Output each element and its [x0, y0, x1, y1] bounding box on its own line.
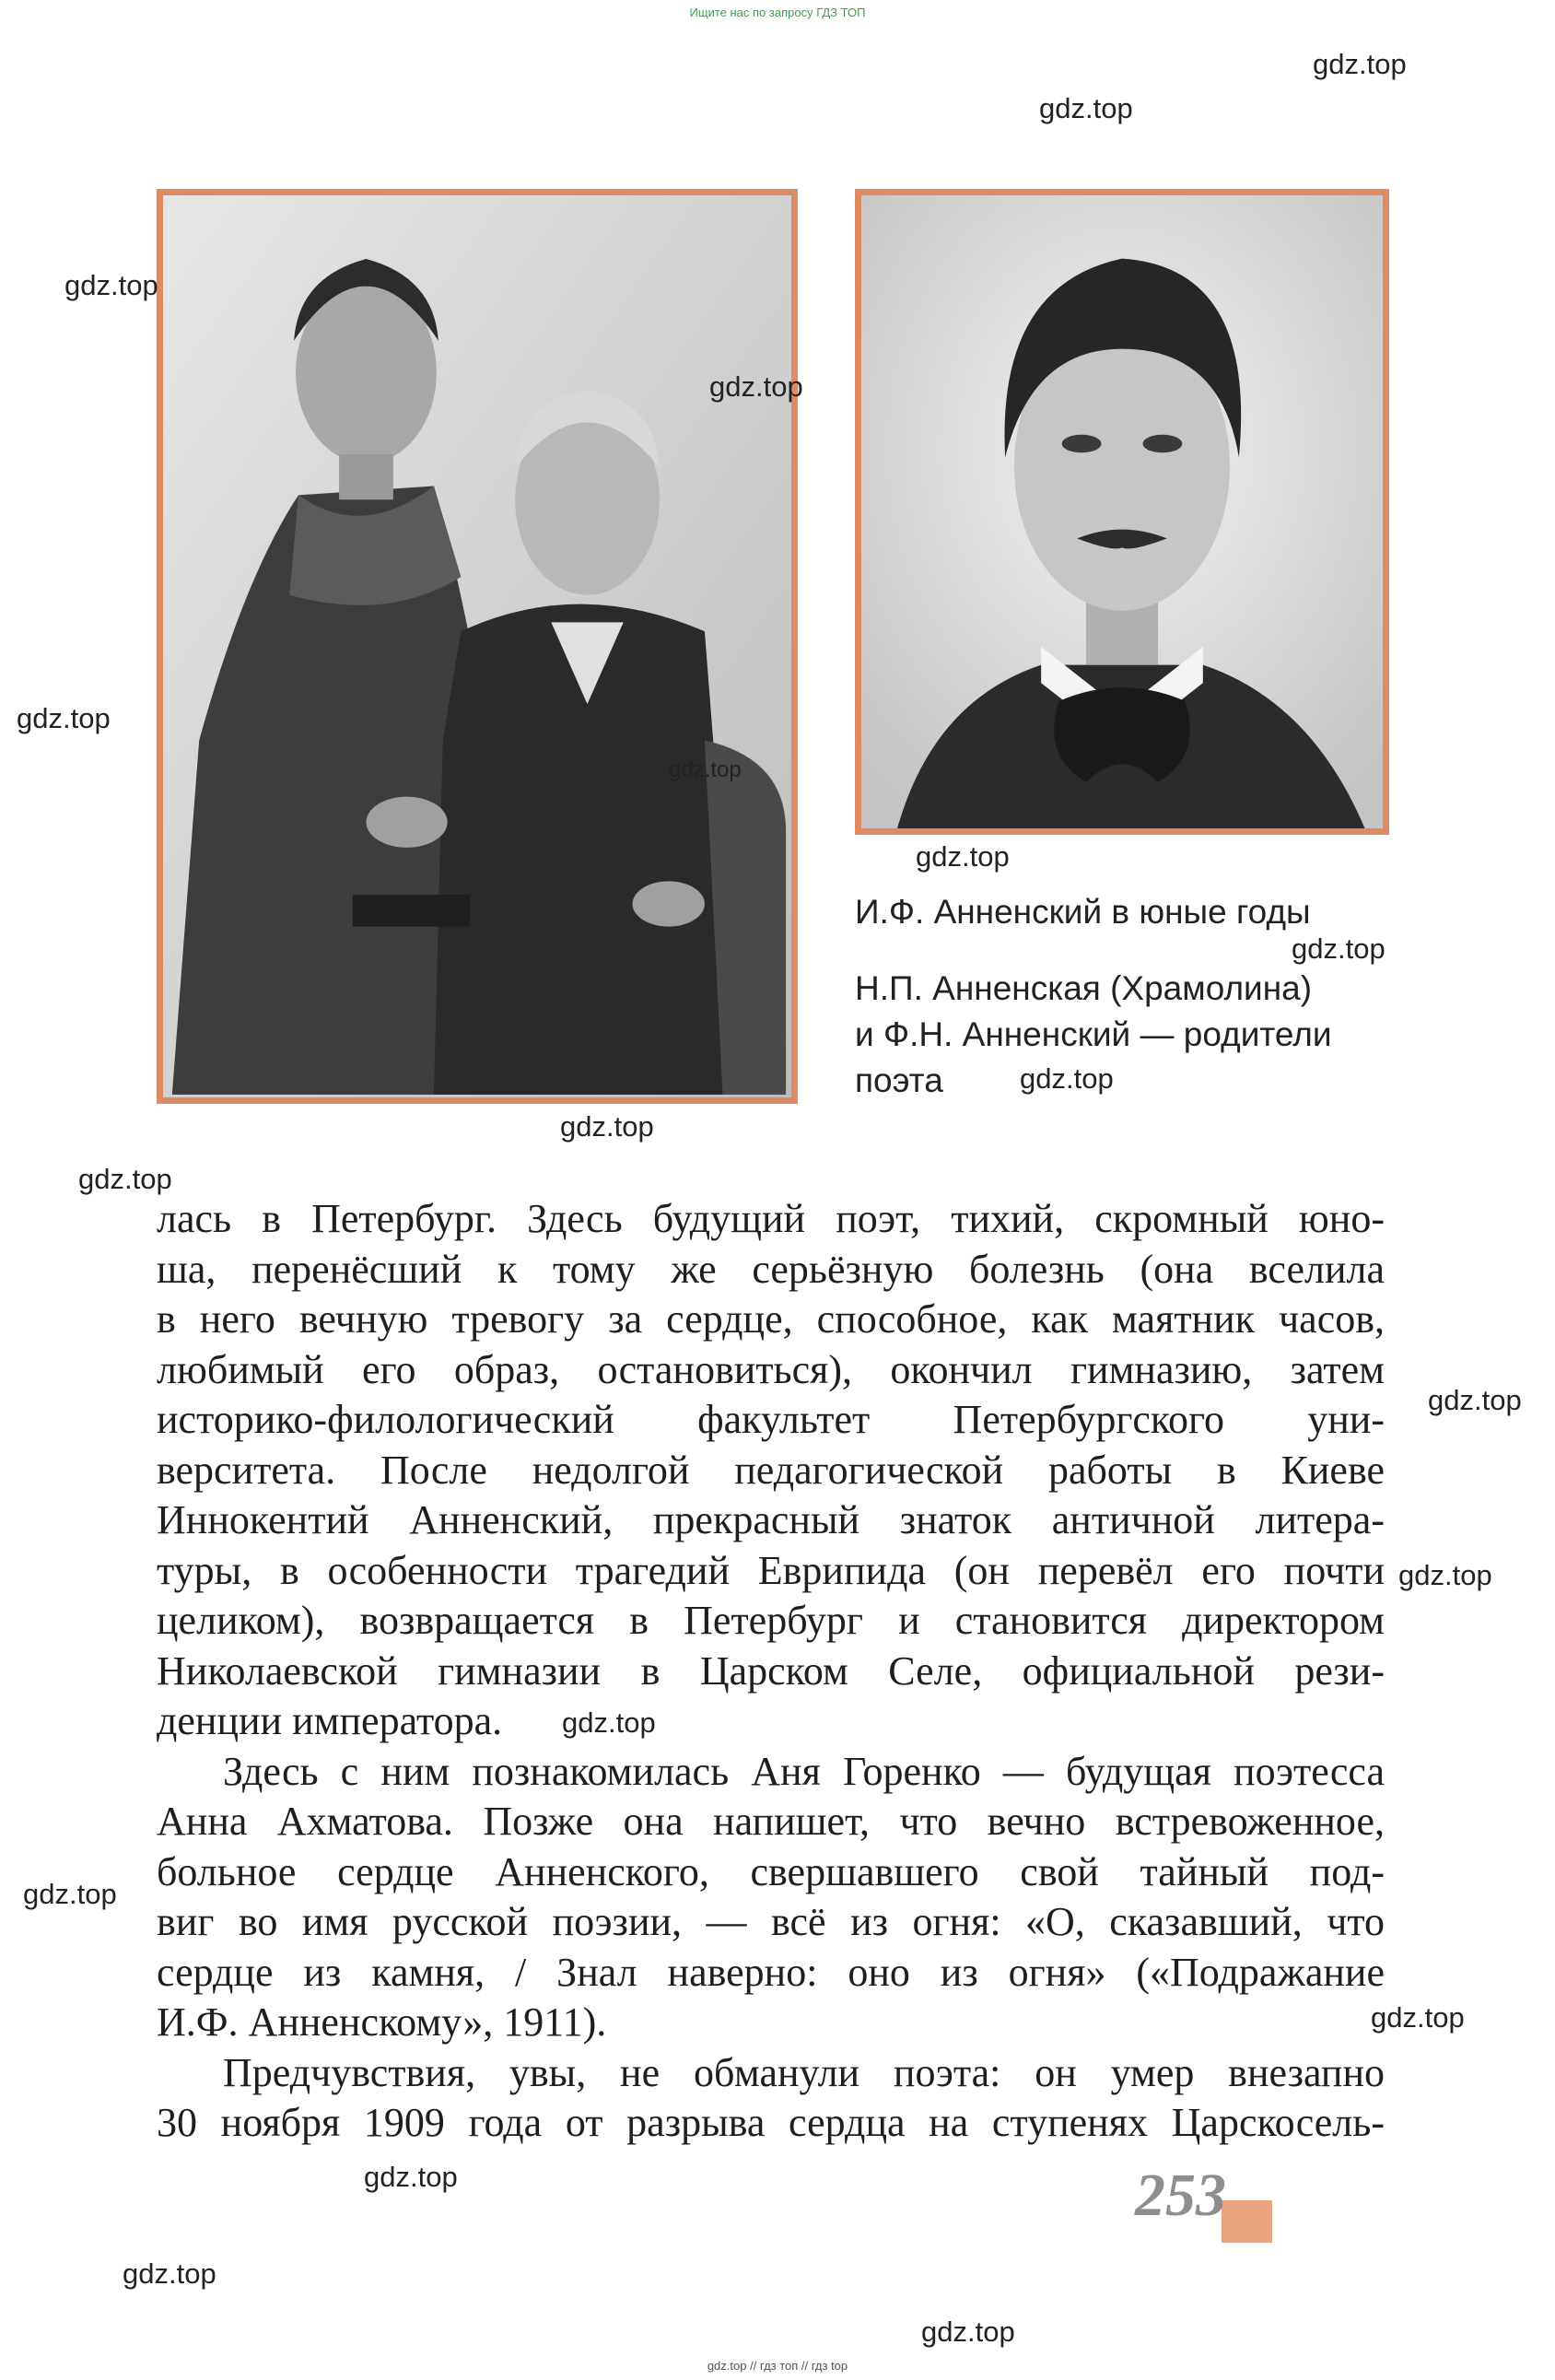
body-line: Здесь с ним познакомилась Аня Горенко — будущая поэтесса	[223, 1748, 1385, 1794]
watermark: gdz.top	[916, 840, 1010, 873]
young-annensky-photo	[855, 189, 1389, 835]
watermark: gdz.top	[17, 702, 111, 734]
watermark: gdz.top	[23, 1878, 117, 1910]
watermark: gdz.top	[364, 2161, 458, 2193]
watermark: gdz.top	[1020, 1062, 1114, 1095]
page-number: 253	[1135, 2162, 1226, 2229]
body-line: Предчувствия, увы, не обманули поэта: он умер внезапно	[223, 2049, 1385, 2095]
body-line: ша, перенёсший к тому же серьёзную болезнь (она вселила	[157, 1246, 1385, 1292]
watermark: gdz.top	[1398, 1559, 1492, 1591]
page-number-marker	[1222, 2200, 1272, 2243]
caption-parents-line1: Н.П. Анненская (Храмолина)	[855, 969, 1313, 1007]
watermark: gdz.top	[560, 1110, 654, 1143]
body-line: виг во имя русской поэзии, — всё из огня: «О, сказавший, что	[157, 1899, 1385, 1944]
body-text	[157, 1194, 1385, 2149]
caption-parents-line2: и Ф.Н. Анненский — родители	[855, 1015, 1332, 1053]
body-line: историко-филологический факультет Петербургского уни-	[157, 1397, 1385, 1442]
watermark: gdz.top	[1313, 48, 1407, 80]
body-line: 30 ноября 1909 года от разрыва сердца на ступенях Царскосель-	[157, 2100, 1385, 2145]
top-banner: Ищите нас по запросу ГДЗ ТОП	[689, 6, 866, 19]
watermark: gdz.top	[709, 370, 803, 403]
watermark: gdz.top	[1428, 1384, 1522, 1416]
caption-parents-line3: поэта	[855, 1061, 943, 1099]
watermark: gdz.top	[78, 1163, 172, 1195]
parents-portrait-image	[163, 195, 791, 1097]
body-line: денции императора.	[157, 1698, 503, 1743]
body-line: Анна Ахматова. Позже она напишет, что вечно встревоженное,	[157, 1799, 1385, 1844]
watermark: gdz.top	[669, 757, 742, 782]
body-line: Николаевской гимназии в Царском Селе, официальной рези-	[157, 1647, 1385, 1694]
body-line: любимый его образ, остановиться), окончил гимназию, затем	[157, 1346, 1385, 1392]
watermark: gdz.top	[1039, 92, 1133, 124]
body-line: И.Ф. Анненскому», 1911).	[157, 1999, 607, 2045]
watermark: gdz.top	[1292, 932, 1385, 965]
watermark: gdz.top	[1371, 2001, 1465, 2034]
young-annensky-portrait-image	[861, 195, 1383, 828]
caption-young-annensky: И.Ф. Анненский в юные годы	[855, 893, 1311, 931]
watermark: gdz.top	[921, 2316, 1015, 2348]
body-line: целиком), возвращается в Петербург и становится директором	[157, 1598, 1385, 1643]
watermark: gdz.top	[64, 269, 158, 301]
body-line: туры, в особенности трагедий Еврипида (он перевёл его почти	[157, 1547, 1385, 1593]
watermark: gdz.top	[562, 1706, 656, 1739]
parents-photo	[157, 189, 798, 1104]
body-line: сердце из камня, / Знал наверно: оно из огня» («Подражание	[157, 1949, 1385, 1995]
body-line: лась в Петербург. Здесь будущий поэт, тихий, скромный юно-	[157, 1196, 1385, 1241]
body-line: больное сердце Анненского, свершавшего свой тайный под-	[157, 1848, 1385, 1894]
body-line: в него вечную тревогу за сердце, способное, как маятник часов,	[157, 1296, 1385, 1342]
watermark: gdz.top	[123, 2257, 216, 2290]
bottom-banner: gdz.top // гдз топ // гдз top	[707, 2359, 848, 2373]
body-line: Иннокентий Анненский, прекрасный знаток античной литера-	[157, 1497, 1385, 1542]
body-line: верситета. После недолгой педагогической работы в Киеве	[157, 1447, 1385, 1493]
